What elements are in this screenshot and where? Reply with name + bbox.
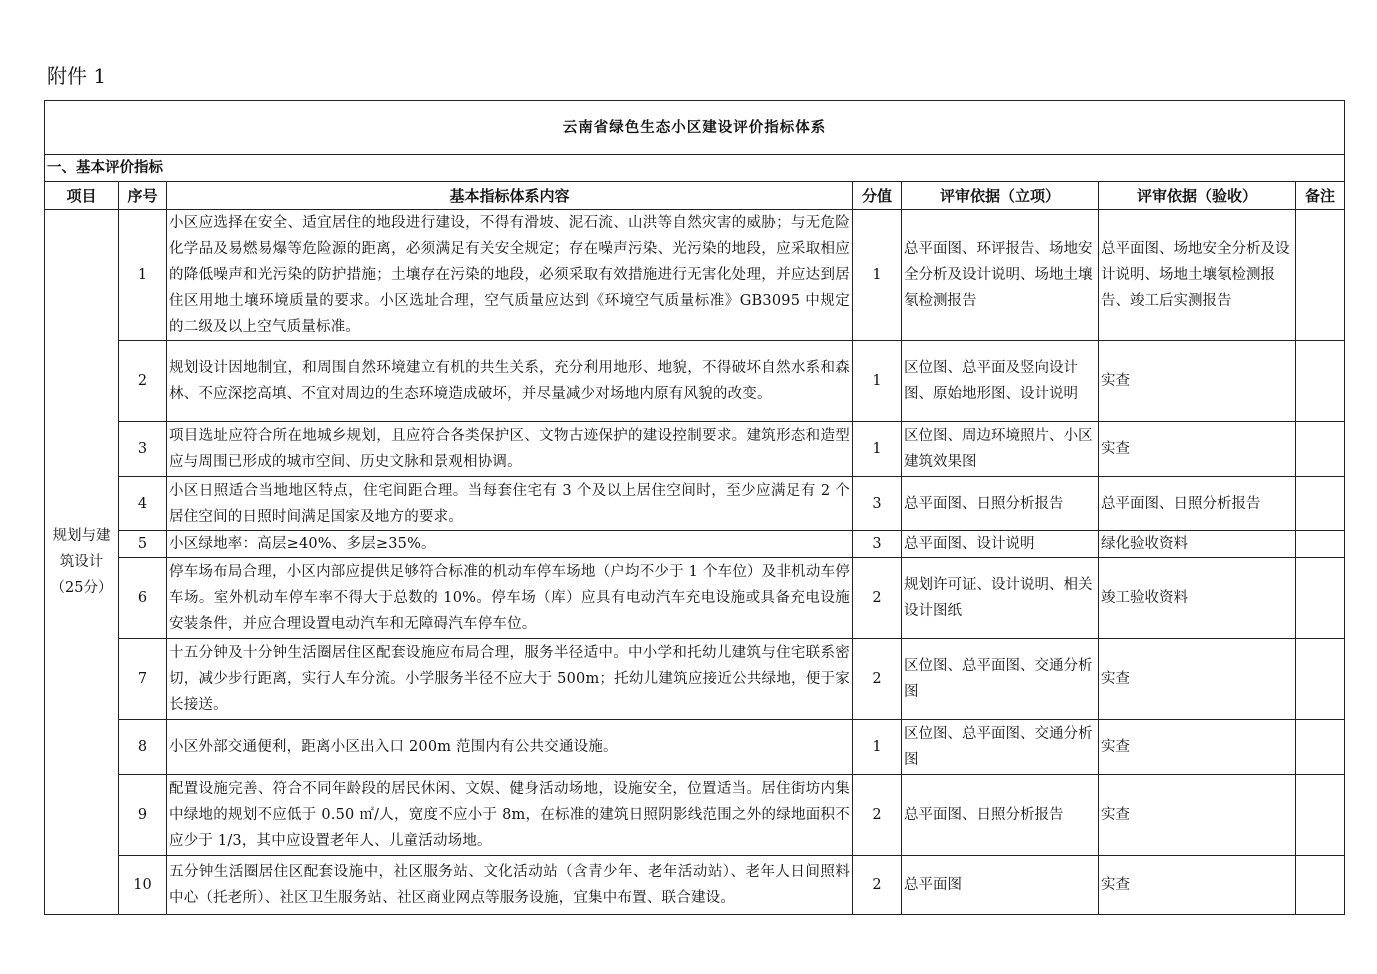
row-content: 停车场布局合理，小区内部应提供足够符合标准的机动车停车场地（户均不少于 1 个车位）及非机动车停车场。室外机动车停车率不得大于总数的 10%。停车场（库）应具有电动汽车充电设施或具备充电设施安装条件，并应合理设置电动汽车和无障碍汽车停车位。 bbox=[167, 558, 853, 639]
row-score: 3 bbox=[853, 477, 902, 531]
header-row bbox=[45, 182, 1345, 210]
row-content: 规划设计因地制宜，和周围自然环境建立有机的共生关系，充分利用地形、地貌，不得破坏自然水系和森林、不应深挖高填、不宜对周边的生态环境造成破坏，并尽量减少对场地内原有风貌的改变。 bbox=[167, 341, 853, 422]
project-group-cell bbox=[45, 210, 119, 915]
table-row bbox=[45, 856, 1345, 915]
row-score: 2 bbox=[853, 639, 902, 720]
evaluation-table bbox=[44, 100, 1345, 915]
header-score: 分值 bbox=[853, 182, 902, 210]
row-basis-approval: 总平面图 bbox=[902, 856, 1099, 915]
row-score: 2 bbox=[853, 558, 902, 639]
row-number: 2 bbox=[119, 341, 167, 422]
attachment-label: 附件 1 bbox=[47, 64, 107, 88]
row-score: 1 bbox=[853, 341, 902, 422]
row-number: 6 bbox=[119, 558, 167, 639]
row-basis-approval: 总平面图、日照分析报告 bbox=[902, 477, 1099, 531]
row-basis-approval: 总平面图、日照分析报告 bbox=[902, 775, 1099, 856]
row-content: 项目选址应符合所在地城乡规划，且应符合各类保护区、文物古迹保护的建设控制要求。建筑形态和造型应与周围已形成的城市空间、历史文脉和景观相协调。 bbox=[167, 422, 853, 477]
row-content: 小区绿地率：高层≥40%、多层≥35%。 bbox=[167, 531, 853, 558]
row-basis-acceptance: 实查 bbox=[1099, 856, 1296, 915]
row-notes bbox=[1296, 720, 1345, 775]
table-row bbox=[45, 720, 1345, 775]
row-basis-approval: 区位图、总平面图、交通分析图 bbox=[902, 720, 1099, 775]
row-score: 1 bbox=[853, 422, 902, 477]
row-content: 五分钟生活圈居住区配套设施中，社区服务站、文化活动站（含青少年、老年活动站）、老年人日间照料中心（托老所）、社区卫生服务站、社区商业网点等服务设施，宜集中布置、联合建设。 bbox=[167, 856, 853, 915]
row-number: 7 bbox=[119, 639, 167, 720]
header-basis-acceptance: 评审依据（验收） bbox=[1099, 182, 1296, 210]
row-score: 2 bbox=[853, 856, 902, 915]
section-heading: 一、基本评价指标 bbox=[45, 155, 1345, 182]
table-title: 云南省绿色生态小区建设评价指标体系 bbox=[45, 101, 1345, 155]
row-content: 小区外部交通便利，距离小区出入口 200m 范围内有公共交通设施。 bbox=[167, 720, 853, 775]
row-basis-acceptance: 实查 bbox=[1099, 775, 1296, 856]
row-basis-acceptance: 绿化验收资料 bbox=[1099, 531, 1296, 558]
project-name-line: 筑设计 bbox=[59, 554, 104, 570]
row-basis-acceptance: 竣工验收资料 bbox=[1099, 558, 1296, 639]
table-row bbox=[45, 477, 1345, 531]
table-row bbox=[45, 558, 1345, 639]
row-notes bbox=[1296, 531, 1345, 558]
row-score: 1 bbox=[853, 210, 902, 341]
row-basis-acceptance: 实查 bbox=[1099, 720, 1296, 775]
row-basis-acceptance: 总平面图、日照分析报告 bbox=[1099, 477, 1296, 531]
row-basis-approval: 总平面图、设计说明 bbox=[902, 531, 1099, 558]
row-content: 十五分钟及十分钟生活圈居住区配套设施应布局合理，服务半径适中。中小学和托幼儿建筑与住宅联系密切，减少步行距离，实行人车分流。小学服务半径不应大于 500m；托幼儿建筑应接近公共绿地，便于家长接送。 bbox=[167, 639, 853, 720]
table-row bbox=[45, 210, 1345, 341]
row-basis-acceptance: 实查 bbox=[1099, 639, 1296, 720]
row-content: 配置设施完善、符合不同年龄段的居民休闲、文娱、健身活动场地，设施安全，位置适当。居住街坊内集中绿地的规划不应低于 0.50 ㎡/人，宽度不应小于 8m，在标准的建筑日照阴影线范围之外的绿地面积不应少于 1/3，其中应设置老年人、儿童活动场地。 bbox=[167, 775, 853, 856]
row-number: 10 bbox=[119, 856, 167, 915]
row-basis-approval: 区位图、总平面图、交通分析图 bbox=[902, 639, 1099, 720]
row-number: 4 bbox=[119, 477, 167, 531]
table-row bbox=[45, 531, 1345, 558]
header-notes: 备注 bbox=[1296, 182, 1345, 210]
row-basis-approval: 规划许可证、设计说明、相关设计图纸 bbox=[902, 558, 1099, 639]
row-score: 3 bbox=[853, 531, 902, 558]
row-notes bbox=[1296, 775, 1345, 856]
row-basis-approval: 区位图、周边环境照片、小区建筑效果图 bbox=[902, 422, 1099, 477]
project-score-total: （25分） bbox=[50, 580, 113, 596]
row-number: 3 bbox=[119, 422, 167, 477]
header-project: 项目 bbox=[45, 182, 119, 210]
table-row bbox=[45, 341, 1345, 422]
row-score: 1 bbox=[853, 720, 902, 775]
header-number: 序号 bbox=[119, 182, 167, 210]
row-notes bbox=[1296, 856, 1345, 915]
row-notes bbox=[1296, 341, 1345, 422]
header-basis-approval: 评审依据（立项） bbox=[902, 182, 1099, 210]
row-number: 5 bbox=[119, 531, 167, 558]
table-row bbox=[45, 639, 1345, 720]
row-basis-approval: 总平面图、环评报告、场地安全分析及设计说明、场地土壤氡检测报告 bbox=[902, 210, 1099, 341]
table-row bbox=[45, 422, 1345, 477]
row-basis-acceptance: 总平面图、场地安全分析及设计说明、场地土壤氡检测报告、竣工后实测报告 bbox=[1099, 210, 1296, 341]
row-content: 小区应选择在安全、适宜居住的地段进行建设，不得有滑坡、泥石流、山洪等自然灾害的威胁；与无危险化学品及易燃易爆等危险源的距离，必须满足有关安全规定；存在噪声污染、光污染的地段，应采取相应的降低噪声和光污染的防护措施；土壤存在污染的地段，必须采取有效措施进行无害化处理，并应达到居住区用地土壤环境质量的要求。小区选址合理，空气质量应达到《环境空气质量标准》GB3095 中规定的二级及以上空气质量标准。 bbox=[167, 210, 853, 341]
row-notes bbox=[1296, 558, 1345, 639]
table-row bbox=[45, 775, 1345, 856]
row-content: 小区日照适合当地地区特点，住宅间距合理。当每套住宅有 3 个及以上居住空间时，至少应满足有 2 个居住空间的日照时间满足国家及地方的要求。 bbox=[167, 477, 853, 531]
row-number: 9 bbox=[119, 775, 167, 856]
row-number: 8 bbox=[119, 720, 167, 775]
header-content: 基本指标体系内容 bbox=[167, 182, 853, 210]
row-basis-acceptance: 实查 bbox=[1099, 341, 1296, 422]
row-notes bbox=[1296, 477, 1345, 531]
row-basis-acceptance: 实查 bbox=[1099, 422, 1296, 477]
project-name-line: 规划与建 bbox=[52, 528, 111, 544]
row-notes bbox=[1296, 210, 1345, 341]
row-number: 1 bbox=[119, 210, 167, 341]
row-notes bbox=[1296, 639, 1345, 720]
row-basis-approval: 区位图、总平面及竖向设计图、原始地形图、设计说明 bbox=[902, 341, 1099, 422]
row-notes bbox=[1296, 422, 1345, 477]
row-score: 2 bbox=[853, 775, 902, 856]
